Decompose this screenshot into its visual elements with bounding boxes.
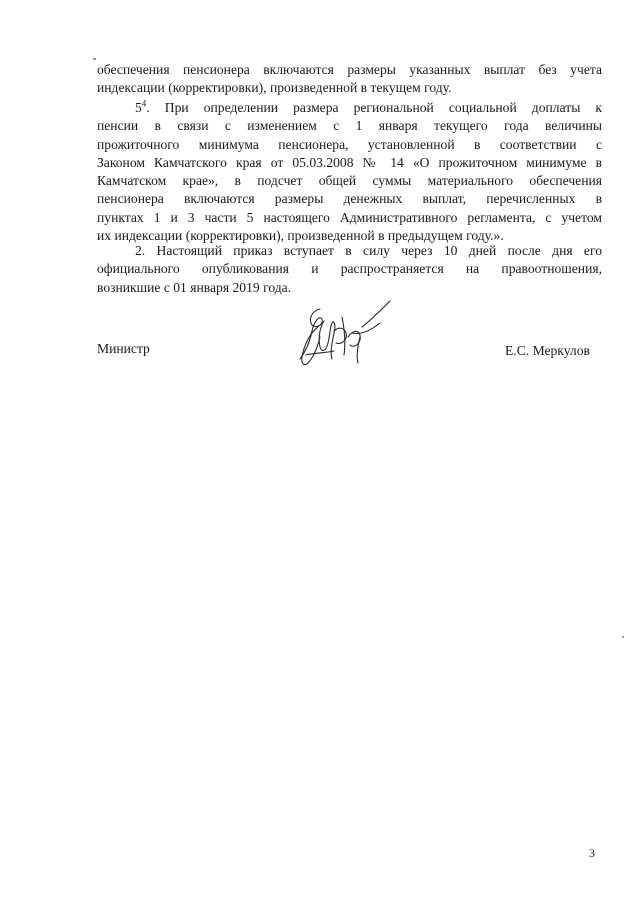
text-line: индексации (корректировки), произведенной в текущем году.	[97, 80, 452, 96]
text-line: пенсии в связи с изменением с 1 января текущего года величины	[97, 118, 602, 134]
text-line: пенсионера включаются размеры денежных выплат, перечисленных в	[97, 191, 602, 207]
text-line: официального опубликования и распространяется на правоотношения,	[97, 261, 602, 277]
signatory-role: Министр	[97, 341, 150, 356]
text-line: 2. Настоящий приказ вступает в силу через 10 дней после дня его	[135, 243, 602, 258]
page-number: 3	[589, 846, 595, 860]
text-line: Законом Камчатского края от 05.03.2008 № 14 «О прожиточном минимуме в	[97, 154, 602, 170]
text-line: возникшие с 01 января 2019 года.	[97, 279, 292, 295]
text-line: их индексации (корректировки), произведенной в предыдущем году.».	[97, 228, 504, 244]
text-line: пунктах 1 и 3 части 5 настоящего Административного регламента, с учетом	[97, 209, 602, 225]
paragraph-2-effective-date	[97, 242, 602, 297]
scan-speck	[93, 58, 96, 60]
text-line	[97, 99, 602, 117]
clause-number-superscript: 4	[141, 98, 147, 109]
handwritten-signature-icon	[290, 297, 395, 377]
text-line: Камчатском крае», в подсчет общей суммы материального обеспечения	[97, 173, 602, 189]
paragraph-continuation	[97, 61, 602, 98]
scan-speck	[622, 636, 624, 638]
signatory-name: Е.С. Меркулов	[505, 343, 590, 358]
paragraph-5-4	[97, 99, 602, 245]
text-line: обеспечения пенсионера включаются размеры указанных выплат без учета	[97, 62, 602, 77]
text-fragment: . При определении размера региональной социальной доплаты к	[146, 100, 602, 115]
text-line: прожиточного минимума пенсионера, установленной в соответствии с	[97, 136, 602, 152]
clause-number: 5	[135, 100, 142, 115]
